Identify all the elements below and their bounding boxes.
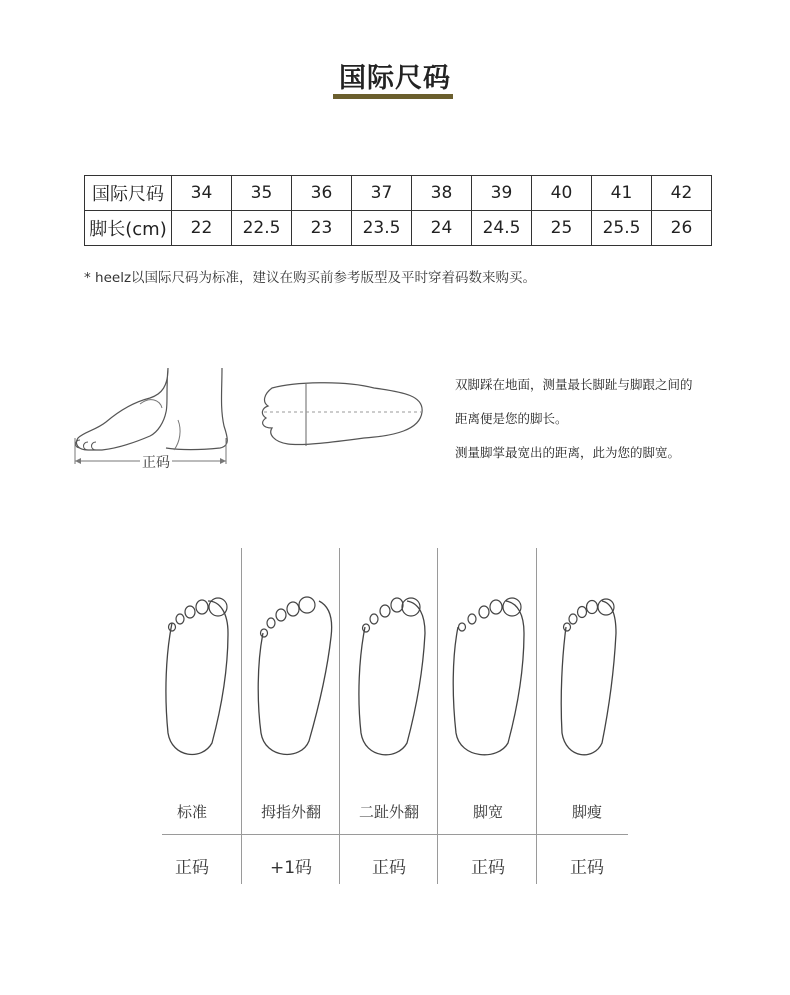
foot-type-result: 正码 [570,858,604,878]
size-cell: 36 [292,176,352,211]
foot-type-result: 正码 [175,858,209,878]
size-cell: 40 [532,176,592,211]
size-cell: 35 [232,176,292,211]
length-cell: 25 [532,211,592,246]
foot-standard-icon [162,593,232,767]
foot-type-label: 标准 [176,803,207,821]
length-cell: 23 [292,211,352,246]
row-divider [162,834,628,835]
side-length-label: 正码 [140,452,172,472]
title-underline [333,94,453,99]
foot-wide-icon [452,593,527,767]
length-cell: 22.5 [232,211,292,246]
foot-type-result: +1码 [269,858,313,878]
length-cell: 23.5 [352,211,412,246]
size-cell: 39 [472,176,532,211]
size-cell: 34 [172,176,232,211]
foot-top-illustration [254,378,429,454]
measure-line: 距离便是您的脚长。 [455,411,568,426]
foot-type-label: 拇指外翻 [260,803,321,821]
size-cell: 37 [352,176,412,211]
size-cell: 42 [652,176,712,211]
row-header-length: 脚长(cm) [85,211,172,246]
row-header-size: 国际尺码 [85,176,172,211]
foot-side-illustration [70,360,235,479]
page-title: 国际尺码 [339,63,451,94]
length-cell: 25.5 [592,211,652,246]
foot-type-label: 脚宽 [472,803,503,821]
foot-type-label: 二趾外翻 [358,803,419,821]
size-note: * heelz以国际尺码为标准，建议在购买前参考版型及平时穿着码数来购买。 [84,270,537,286]
length-cell: 24.5 [472,211,532,246]
size-cell: 41 [592,176,652,211]
foot-type-label: 脚瘦 [571,803,602,821]
foot-narrow-icon [556,593,621,767]
foot-type-result: 正码 [372,858,406,878]
length-cell: 24 [412,211,472,246]
foot-bunion-icon [255,593,335,767]
table-row [85,211,712,246]
measure-line: 测量脚掌最宽出的距离，此为您的脚宽。 [455,445,681,460]
measure-instructions [455,368,693,470]
foot-type-grid [162,548,628,884]
length-cell: 22 [172,211,232,246]
size-cell: 38 [412,176,472,211]
table-row [85,176,712,211]
measure-line: 双脚踩在地面，测量最长脚趾与脚跟之间的 [455,377,693,392]
foot-type-result: 正码 [471,858,505,878]
length-cell: 26 [652,211,712,246]
foot-second-toe-icon [355,593,430,767]
size-table [84,175,712,246]
